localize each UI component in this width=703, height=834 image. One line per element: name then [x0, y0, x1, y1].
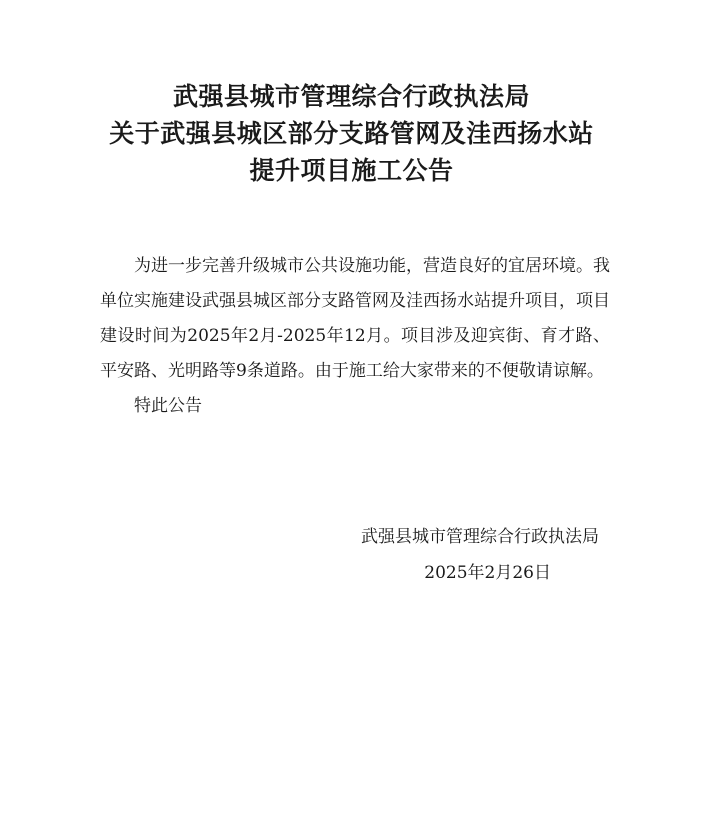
signature-block: [361, 519, 599, 591]
signature-organization: 武强县城市管理综合行政执法局: [361, 527, 599, 547]
title-line-1: 武强县城市管理综合行政执法局: [172, 82, 530, 111]
notice-body: [100, 249, 610, 424]
signature-date: 2025年2月26日: [424, 563, 551, 583]
title-line-3: 提升项目施工公告: [249, 156, 454, 185]
body-paragraph: 为进一步完善升级城市公共设施功能，营造良好的宜居环境。我单位实施建设武强县城区部分支路管网及洼西扬水站提升项目，项目建设时间为2025年2月-2025年12月。项目涉及迎宾街、育才路、平安路、光明路等9条道路。由于施工给大家带来的不便敬请谅解。: [100, 256, 610, 381]
closing-phrase: 特此公告: [134, 396, 202, 416]
title-line-2: 关于武强县城区部分支路管网及洼西扬水站: [109, 119, 594, 148]
document-title: [0, 78, 703, 189]
